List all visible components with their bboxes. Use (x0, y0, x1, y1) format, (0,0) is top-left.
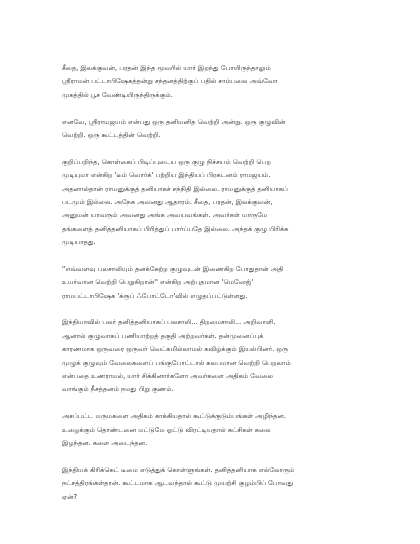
text-line: இந்தியக் கிரிக்கெட் டீமை எடுத்துக் கொள்ளுங்கள். தனித்தனியாக எல்லோரும் (62, 465, 295, 474)
paragraph-1 (62, 62, 362, 102)
text-line: படமும் இல்லை. அநேக அவனது ஆதாரம். சீதை, பரதன், இலக்குவன், (62, 197, 273, 206)
text-line: வாங்கும் நீசத்தனம் நமது பிறு குணம். (62, 385, 174, 394)
text-line: ஏன்? (62, 492, 78, 501)
text-line: உழைக்கும் தொண்டனை மட்டுமே ஓட்டு விரட்டியதால் கட்சிகள் கலை (62, 425, 271, 434)
text-line: காரணமாக ஒருவரை ஒருவர் வெட்கமில்லாமல் கவிழ்க்கும் இயல்பினர். ஒரு (62, 345, 289, 354)
text-line: முடியுமா என்கிற 'டீம் வொர்க்' பற்றிய இந்தியப் பிரகடனம் ராமஜயம். (62, 171, 271, 180)
text-line: தங்களைத் தனித்தனியாகப் பிரித்துப் பார்ப்பதே இல்லை. அந்தக் குழு பிரிக்க (62, 224, 289, 233)
text-line: எனவே, ஸ்ரீராமஜயம் என்பது ஒரு தனிமனித வெற்றி அன்று. ஒரு குழுவின் (62, 117, 286, 126)
text-line: இழந்தன. களை அடைந்தன. (62, 438, 148, 447)
text-line: குறிப்பறிந்த, கொள்கைப் பிடிப்புடைய ஒரு குழு நிச்சயம் வெற்றி பெற (62, 157, 271, 166)
text-line: ஸ்ரீராமன் பட்டாபிஷேகத்தன்று சந்தனத்திற்குப் பதில் சாம்பலை அவ்வோ (62, 77, 278, 86)
text-line: உயர்வான வெற்றி பெறுகிறான்'' என்கிற அற்புதமான 'மெஸேஜ்' (62, 278, 254, 287)
paragraph-4 (62, 263, 362, 303)
text-line: முழுக் குழுவும் வேலைகளைப் பங்குபோட்டால் சுலபமான வெற்றி பெறலாம் (62, 358, 291, 367)
text-line: முடியாதது. (62, 238, 96, 247)
text-line: ஆனால் குழுவாகப் பணியாற்றத் தகுதி அற்றவர்கள். தன்முனைப்புக் (62, 331, 264, 340)
paragraph-5 (62, 316, 362, 396)
text-line: வெற்றி. ஒரு கூட்டத்தின் வெற்றி. (62, 130, 161, 139)
paragraph-7 (62, 464, 362, 504)
paragraph-6 (62, 410, 362, 450)
text-line: இந்தியாவில் பலர் தனித்தனியாகப் பலசாலி... திறமைசாலி... அறிவாளி. (62, 318, 276, 327)
paragraph-3 (62, 156, 362, 250)
text-line: என்பதை உணராமல், யார் சிக்கினார்களோ அவர்களை அதிகம் வேலை (62, 371, 274, 380)
document-page (62, 62, 362, 517)
text-line: ''எவ்வளவு பலசாலியும் தனக்கேற்ற குழுவுடன் இணைகிற போதுதான் அதி (62, 264, 284, 273)
text-line: சீதை, இலக்குவன், பரதன் இந்த மூவரில் யார் இறந்து போயிருந்தாலும் (62, 64, 271, 72)
text-line: அனுமன் யாவரும் அவனது அங்க அவயவங்கள். அவர்கள் யாருமே (62, 211, 268, 220)
paragraph-2 (62, 116, 362, 143)
text-line: ராமபட்டாபிஷேக 'க்ரூப் ஃபோட்டோ'வில் எழுதப்பட்டுள்ளது. (62, 291, 248, 300)
text-line: முகத்தில் பூச வேண்டியிருந்திருக்கும். (62, 90, 173, 99)
text-line: அசப்பட்ட மருமகளை அதிகம் காக்கியதால் கூட்டுக்குடும்பங்கள் அழிந்தன. (62, 412, 286, 421)
text-line: நட்சத்திரங்கள்தான். கூட்டமாக ஆடவந்தால் கூட்டு முயற்சி குழம்பிப் போவது (62, 479, 294, 488)
text-line: அதனால்தான் ராமனுக்குத் தனியாகச் சந்நிதி இல்லை. ராமனுக்குத் தனியாகப் (62, 184, 288, 193)
